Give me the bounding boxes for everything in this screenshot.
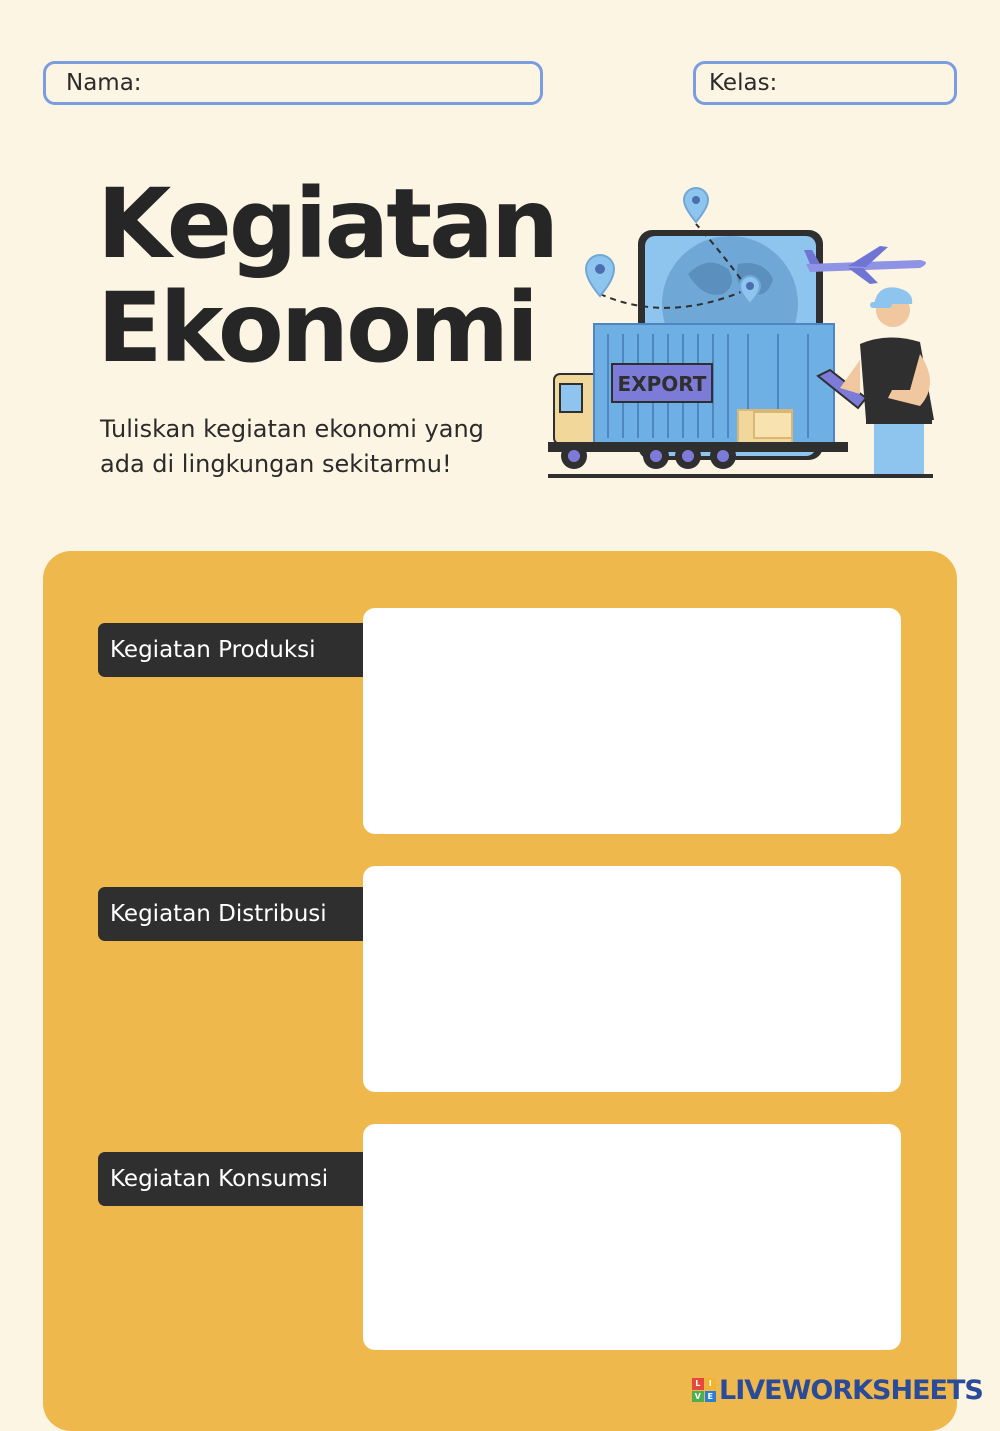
truck-icon	[548, 324, 848, 469]
liveworksheets-logo-icon: L I V E	[692, 1378, 716, 1402]
liveworksheets-watermark	[692, 1376, 983, 1404]
kelas-label: Kelas:	[709, 70, 778, 96]
watermark-text: LIVEWORKSHEETS	[719, 1374, 983, 1406]
title-line-2: Ekonomi	[97, 272, 537, 384]
kelas-field[interactable]	[693, 61, 957, 105]
answer-distribusi[interactable]	[363, 866, 901, 1092]
map-pin-icon	[684, 188, 708, 222]
answer-produksi[interactable]	[363, 608, 901, 834]
label-produksi: Kegiatan Produksi	[98, 623, 364, 677]
export-truck-illustration	[548, 184, 938, 484]
answer-konsumsi[interactable]	[363, 1124, 901, 1350]
label-distribusi: Kegiatan Distribusi	[98, 887, 364, 941]
instruction-line-1: Tuliskan kegiatan ekonomi yang	[100, 415, 484, 443]
kelas-input[interactable]	[777, 63, 1000, 103]
instruction-line-2: ada di lingkungan sekitarmu!	[100, 450, 452, 478]
page-title	[97, 168, 557, 384]
map-pin-icon	[586, 255, 614, 296]
title-line-1: Kegiatan	[97, 168, 557, 280]
nama-label: Nama:	[66, 70, 142, 96]
label-konsumsi: Kegiatan Konsumsi	[98, 1152, 364, 1206]
nama-input[interactable]	[142, 63, 540, 103]
nama-field[interactable]	[43, 61, 543, 105]
container-label: EXPORT	[617, 372, 707, 396]
instruction-text	[100, 412, 540, 482]
